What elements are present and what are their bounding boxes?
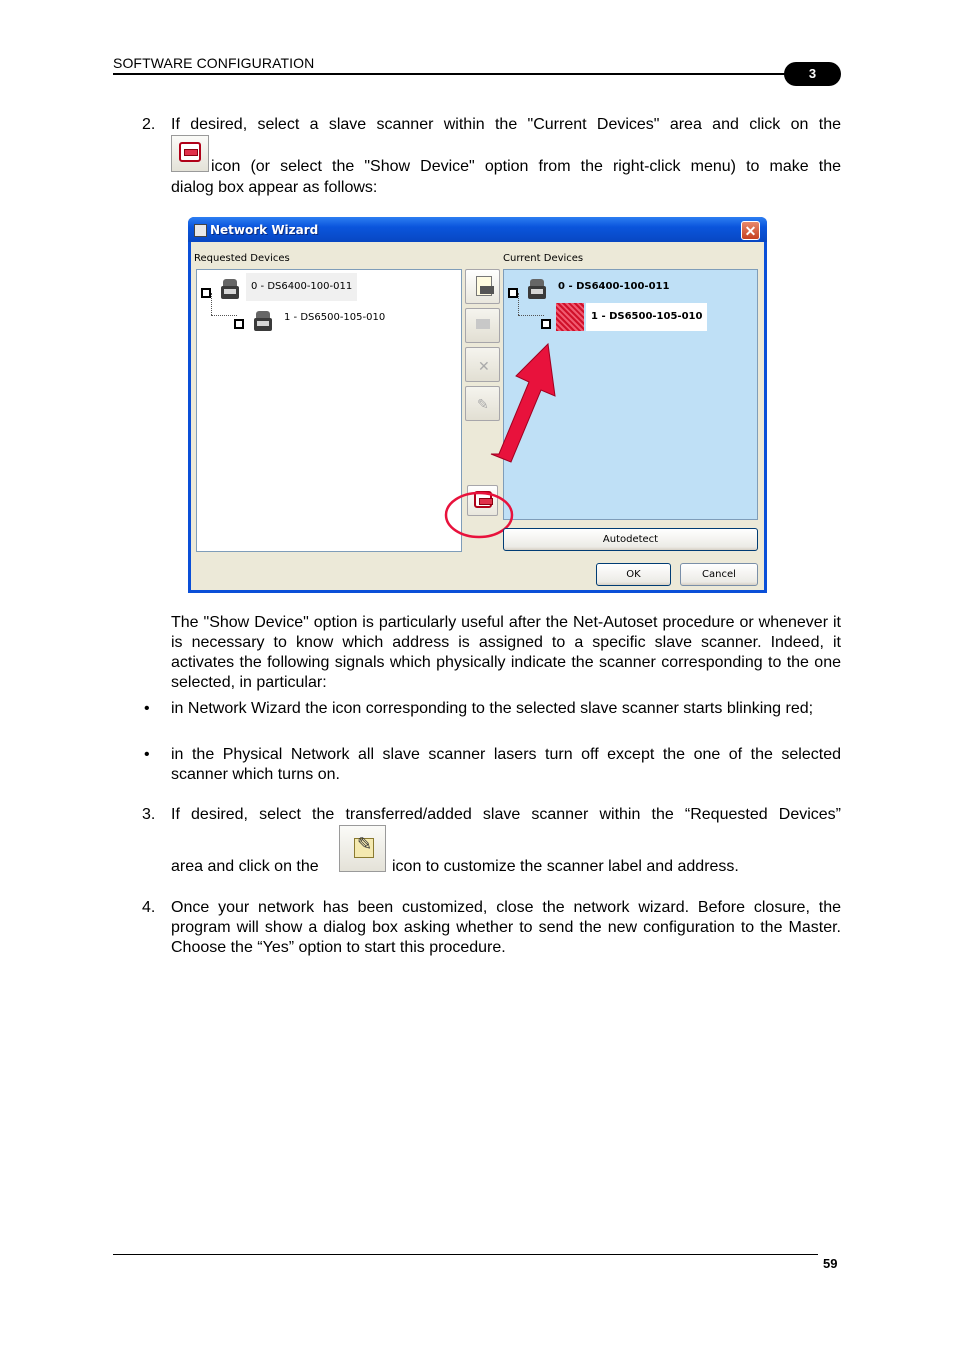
network-wizard-dialog	[188, 217, 767, 593]
page-number: 59	[823, 1256, 838, 1271]
app-icon	[194, 224, 207, 237]
scanner-icon	[528, 279, 546, 301]
step-2-text-line2: icon (or select the "Show Device" option from the right-click menu) to make the	[211, 158, 841, 175]
bullet-dot: •	[144, 746, 150, 763]
delete-device-button[interactable]: ✕	[465, 347, 500, 382]
step-3-text-line3: icon to customize the scanner label and address.	[392, 858, 739, 875]
ok-button[interactable]: OK	[596, 563, 671, 586]
bullet-item: in the Physical Network all slave scanner lasers turn off except the one of the selected scanner which turns on.	[171, 746, 841, 783]
tree-checkbox[interactable]	[234, 319, 244, 329]
show-device-paragraph: The "Show Device" option is particularly useful after the Net-Autoset procedure or whenever it is necessary to know which address is assigned to a specific slave scanner. Indeed, it activates the following signals which physically indicate the scanner corresponding to the one selected, in particular:	[171, 614, 841, 691]
close-button[interactable]: ✕	[741, 221, 760, 240]
edit-device-icon: ✎	[339, 825, 386, 872]
footer-rule	[113, 1254, 818, 1255]
bullet-dot: •	[144, 700, 150, 717]
tree-node[interactable]: 1 - DS6500-105-010	[284, 312, 386, 323]
header-rule	[113, 73, 813, 75]
scanner-icon	[254, 311, 272, 333]
tree-node[interactable]: 0 - DS6400-100-011	[246, 273, 357, 301]
bullet-item: in Network Wizard the icon corresponding to the selected slave scanner starts blinking red;	[171, 700, 814, 717]
dialog-title: Network Wizard	[210, 223, 319, 237]
chapter-badge: 3	[784, 62, 841, 86]
remove-device-button[interactable]	[465, 308, 500, 343]
tree-checkbox[interactable]	[201, 288, 211, 298]
step-3-number: 3.	[142, 806, 156, 823]
add-device-button[interactable]	[465, 269, 500, 304]
requested-devices-tree[interactable]	[196, 269, 462, 552]
step-2-number: 2.	[142, 116, 156, 133]
tree-checkbox[interactable]	[508, 288, 518, 298]
current-devices-label: Current Devices	[503, 253, 584, 264]
edit-device-button[interactable]: ✎	[465, 386, 500, 421]
autodetect-button[interactable]: Autodetect	[503, 528, 758, 551]
step-2-text-line1: If desired, select a slave scanner within the "Current Devices" area and click on the	[171, 116, 841, 133]
step-4-number: 4.	[142, 899, 156, 916]
step-4-text: Once your network has been customized, close the network wizard. Before closure, the program will show a dialog box asking whether to send the new configuration to the Master. Choose the “Yes” option to start this procedure.	[171, 899, 841, 956]
blinking-scanner-icon	[556, 303, 584, 331]
step-3-text-line2: area and click on the	[171, 858, 319, 875]
scanner-icon	[221, 279, 239, 301]
tree-node-selected[interactable]: 1 - DS6500-105-010	[586, 303, 707, 331]
cancel-button[interactable]: Cancel	[680, 563, 758, 586]
show-device-icon	[171, 135, 209, 172]
tree-checkbox[interactable]	[541, 319, 551, 329]
step-2-text-line3: dialog box appear as follows:	[171, 179, 378, 196]
step-3-text-line1: If desired, select the transferred/added slave scanner within the “Requested Devices”	[171, 806, 841, 823]
dialog-body	[191, 242, 764, 590]
section-title: SOFTWARE CONFIGURATION	[113, 55, 315, 71]
tree-node[interactable]: 0 - DS6400-100-011	[558, 281, 670, 292]
requested-devices-label: Requested Devices	[194, 253, 290, 264]
